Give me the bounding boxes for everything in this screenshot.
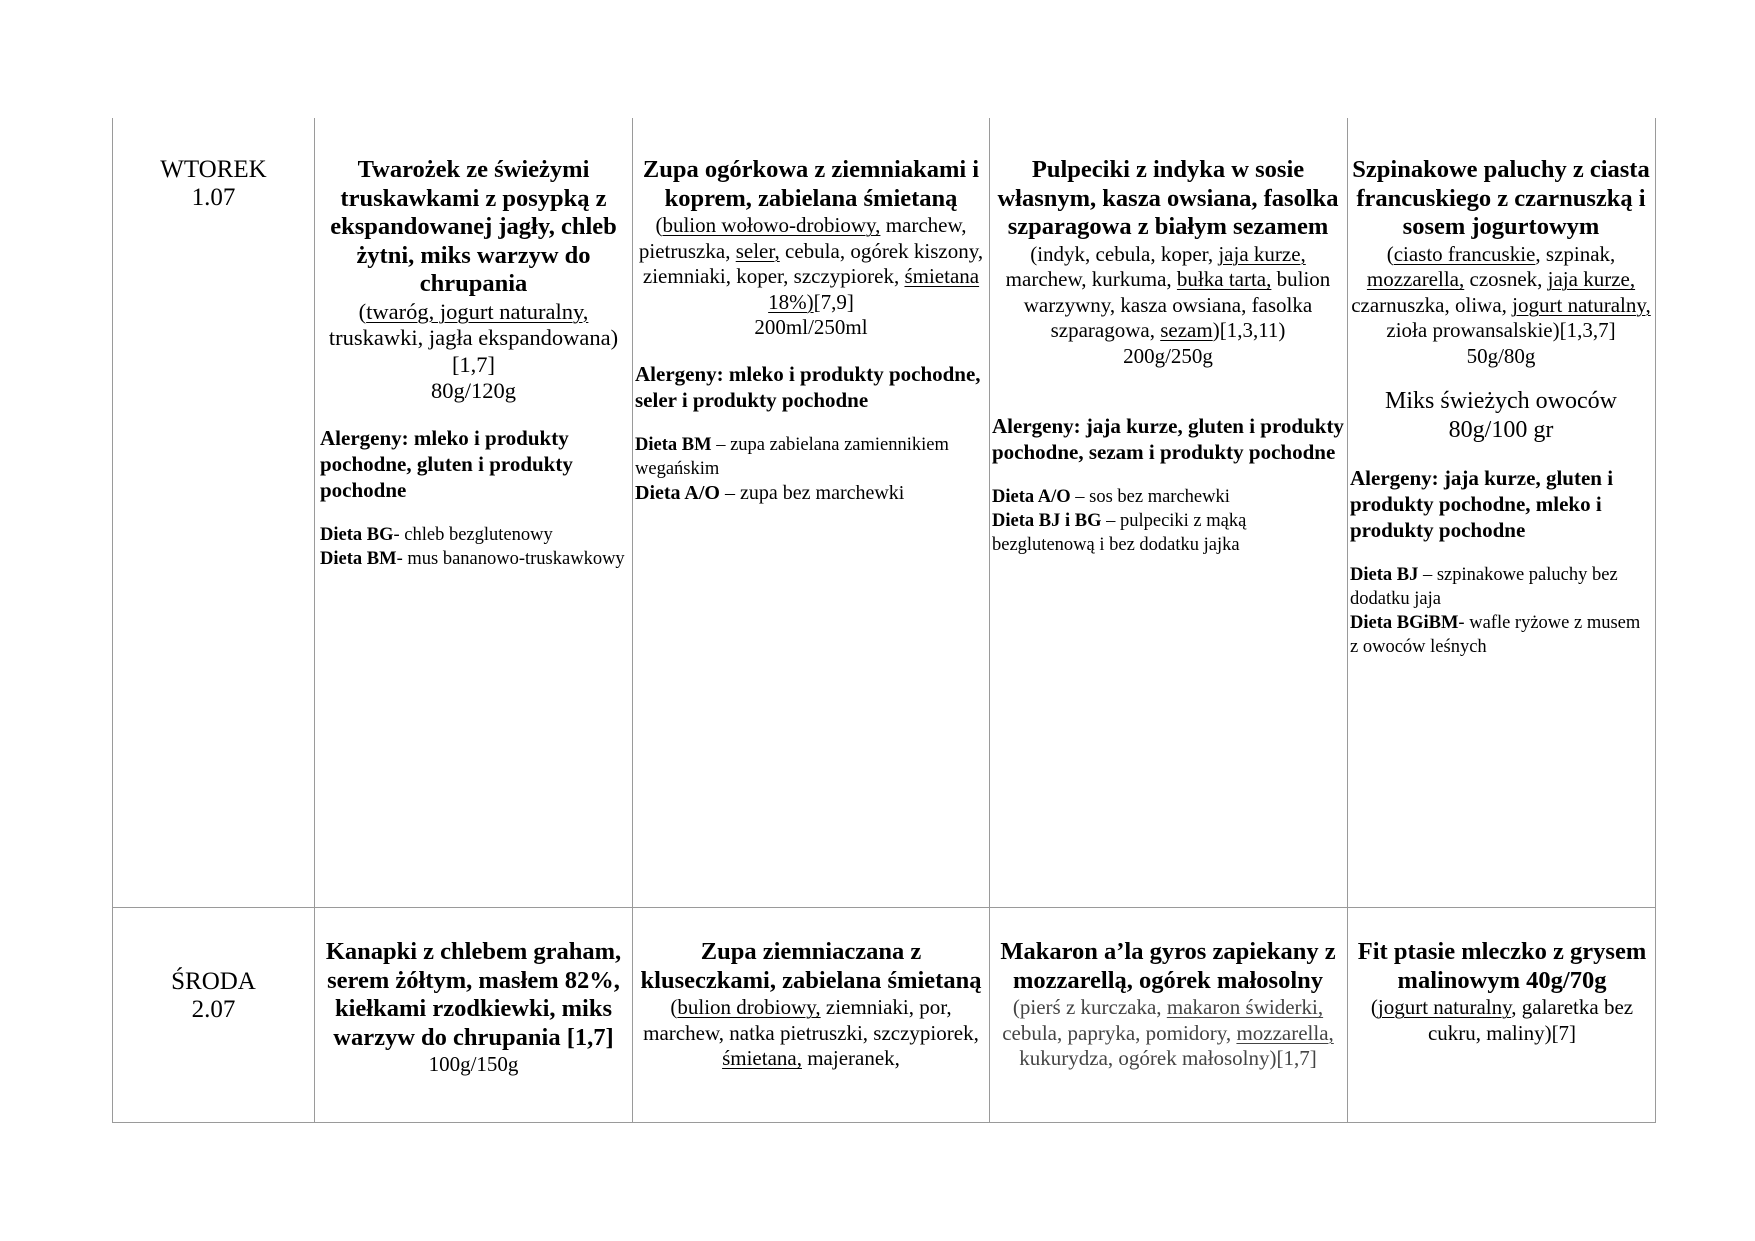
meal-portion: 200g/250g	[1123, 343, 1213, 368]
meal-portion: 50g/80g	[1466, 343, 1536, 368]
meal-allergens: Alergeny: jaja kurze, gluten i produkty pochodne, mleko i produkty pochodne	[1350, 466, 1614, 542]
ingredient-part: kukurydza, ogórek małosolny)[1,7]	[1019, 1046, 1317, 1070]
day-date: 2.07	[191, 996, 236, 1023]
ingredient-allergen: bulion wołowo-drobiowy,	[662, 213, 881, 237]
meal-ingredients	[320, 299, 627, 379]
meal-title: Makaron a’la gyros zapiekany z mozzarellą, ogórek małosolny	[1000, 938, 1336, 994]
meal-ingredients	[1350, 242, 1652, 344]
ingredient-part: )[1,3,11)	[1212, 318, 1286, 342]
diet-label: Dieta A/O	[992, 487, 1071, 507]
meal-cell	[1352, 938, 1652, 1046]
meal-portion: 100g/150g	[428, 1052, 519, 1076]
meal-ingredients	[635, 213, 987, 315]
diet-label: Dieta BJ i BG	[992, 511, 1102, 531]
ingredient-part: truskawki, jagła ekspandowana)[1,7]	[328, 325, 619, 377]
diet-text: – szpinakowe paluchy bez dodatku jaja	[1350, 565, 1618, 609]
meal-cell	[320, 156, 627, 571]
ingredient-allergen: jaja kurze,	[1218, 241, 1306, 266]
grid-line	[112, 907, 1656, 908]
ingredient-allergen: jogurt naturalny	[1377, 995, 1512, 1019]
ingredient-part: , szpinak,	[1535, 241, 1616, 266]
day-date: 1.07	[191, 184, 236, 211]
diet-text: – zupa zabielana zamiennikiem wegańskim	[635, 434, 949, 479]
meal-cell	[318, 938, 629, 1078]
meal-title: Fit ptasie mleczko z grysem malinowym 40g/70g	[1357, 938, 1647, 994]
meal-title: Zupa ziemniaczana z kluseczkami, zabielana śmietaną	[640, 938, 982, 994]
ingredient-allergen: bułka tarta,	[1176, 267, 1272, 291]
ingredient-part: marchew, kurkuma,	[1005, 267, 1177, 291]
grid-line	[989, 118, 990, 1123]
ingredient-allergen: jogurt naturalny,	[1512, 292, 1651, 317]
ingredient-part: (	[1386, 241, 1394, 266]
meal-title: Szpinakowe paluchy z ciasta francuskiego z czarnuszką i sosem jogurtowym	[1352, 156, 1650, 240]
meal-title: Kanapki z chlebem graham, serem żółtym, masłem 82%, kiełkami rzodkiewki, miks warzyw do chrupania [1,7]	[325, 938, 622, 1051]
meal-diets	[635, 433, 987, 505]
diet-line	[992, 485, 1344, 509]
ingredient-part: cebula, papryka, pomidory,	[1002, 1020, 1237, 1045]
meal-cell	[635, 156, 987, 505]
ingredient-part: zioła prowansalskie)[1,3,7]	[1386, 318, 1616, 342]
day-name: ŚRODA	[171, 968, 256, 995]
ingredient-part: czarnuszka, oliwa,	[1351, 292, 1513, 317]
ingredient-allergen: makaron świderki,	[1166, 995, 1324, 1019]
diet-label: Dieta BJ	[1350, 565, 1419, 585]
meal-cell	[992, 156, 1344, 557]
ingredient-part: [7,9]	[813, 289, 854, 314]
meal-diets	[992, 485, 1344, 557]
ingredient-part: (pierś z kurczaka,	[1012, 995, 1167, 1019]
ingredient-allergen: sezam	[1160, 318, 1213, 342]
diet-text: – zupa bez marchewki	[720, 481, 905, 504]
ingredient-allergen: jaja kurze,	[1547, 267, 1636, 291]
meal-cell	[1350, 156, 1652, 659]
meal-title: Pulpeciki z indyka w sosie własnym, kasza owsiana, fasolka szparagowa z białym sezamem	[997, 156, 1339, 240]
grid-line	[314, 118, 315, 1123]
diet-line	[320, 523, 627, 547]
meal-ingredients	[992, 242, 1344, 344]
ingredient-part: marchew, pietruszka,	[638, 213, 967, 263]
diet-text: – pulpeciki z mąką bezglutenową i bez dodatku jajka	[992, 511, 1247, 555]
ingredient-part: (	[655, 213, 663, 237]
ingredient-allergen: seler,	[735, 238, 780, 263]
ingredient-part: (indyk, cebula, koper,	[1030, 241, 1219, 266]
diet-label: Dieta BM	[320, 548, 397, 569]
extra-item-portion: 80g/100 gr	[1448, 417, 1554, 443]
diet-text: - wafle ryżowe z musem z owoców leśnych	[1350, 613, 1641, 657]
diet-text: - mus bananowo-truskawkowy	[396, 548, 625, 569]
ingredient-allergen: mozzarella,	[1366, 267, 1465, 291]
diet-text: – sos bez marchewki	[1070, 487, 1230, 507]
ingredient-allergen: bulion drobiowy,	[677, 995, 821, 1019]
meal-ingredients	[1352, 995, 1652, 1046]
ingredient-part: (	[358, 298, 367, 324]
day-cell-wednesday	[113, 968, 314, 1024]
diet-label: Dieta BM	[635, 434, 712, 455]
ingredient-allergen: śmietana,	[722, 1046, 802, 1070]
meal-allergens: Alergeny: jaja kurze, gluten i produkty pochodne, sezam i produkty pochodne	[992, 414, 1344, 464]
ingredient-allergen: śmietana 18%)	[768, 264, 980, 314]
meal-ingredients	[640, 995, 982, 1072]
day-name: WTOREK	[160, 156, 267, 183]
diet-label: Dieta BG	[320, 524, 394, 545]
meal-ingredients	[992, 995, 1344, 1072]
ingredient-part: (	[1370, 995, 1378, 1019]
ingredient-allergen: mozzarella,	[1236, 1020, 1334, 1045]
ingredient-part: (	[670, 995, 678, 1019]
diet-line	[1350, 611, 1652, 659]
ingredient-part: majeranek,	[801, 1046, 900, 1070]
diet-line	[635, 481, 987, 505]
meal-cell	[992, 938, 1344, 1072]
meal-diets	[1350, 563, 1652, 659]
meal-portion: 200ml/250ml	[754, 315, 868, 339]
day-cell-tuesday	[113, 156, 314, 212]
meal-portion: 80g/120g	[430, 378, 516, 403]
meal-title: Zupa ogórkowa z ziemniakami i koprem, zabielana śmietaną	[642, 156, 980, 212]
grid-line	[632, 118, 633, 1123]
diet-line	[1350, 563, 1652, 611]
diet-line	[992, 509, 1344, 557]
ingredient-part: czosnek,	[1464, 267, 1548, 291]
diet-text: - chleb bezglutenowy	[393, 524, 553, 545]
ingredient-part: cebula, ogórek kiszony, ziemniaki, koper, szczypiorek,	[642, 238, 984, 288]
ingredient-part: bulion warzywny, kasza owsiana, fasolka szparagowa,	[1023, 267, 1331, 342]
meal-allergens: Alergeny: mleko i produkty pochodne, seler i produkty pochodne	[635, 361, 981, 412]
extra-item-name: Miks świeżych owoców	[1385, 388, 1617, 414]
ingredient-allergen: ciasto francuskie	[1393, 241, 1536, 266]
grid-line	[1655, 118, 1656, 1123]
diet-line	[320, 547, 627, 571]
meal-cell	[640, 938, 982, 1072]
diet-line	[635, 433, 987, 481]
diet-label: Dieta BGiBM	[1350, 613, 1459, 633]
diet-label: Dieta A/O	[635, 481, 720, 504]
grid-line	[112, 1122, 1656, 1123]
meal-diets	[320, 523, 627, 571]
meal-allergens: Alergeny: mleko i produkty pochodne, gluten i produkty pochodne	[320, 425, 573, 502]
ingredient-part: , galaretka bez cukru, maliny)[7]	[1427, 995, 1634, 1045]
grid-line	[1347, 118, 1348, 1123]
meal-title: Twarożek ze świeżymi truskawkami z posypką z ekspandowanej jagły, chleb żytni, miks warzyw do chrupania	[330, 156, 617, 297]
ingredient-allergen: twaróg, jogurt naturalny,	[366, 298, 589, 324]
ingredient-part: ziemniaki, por, marchew, natka pietruszki, szczypiorek,	[643, 995, 979, 1045]
